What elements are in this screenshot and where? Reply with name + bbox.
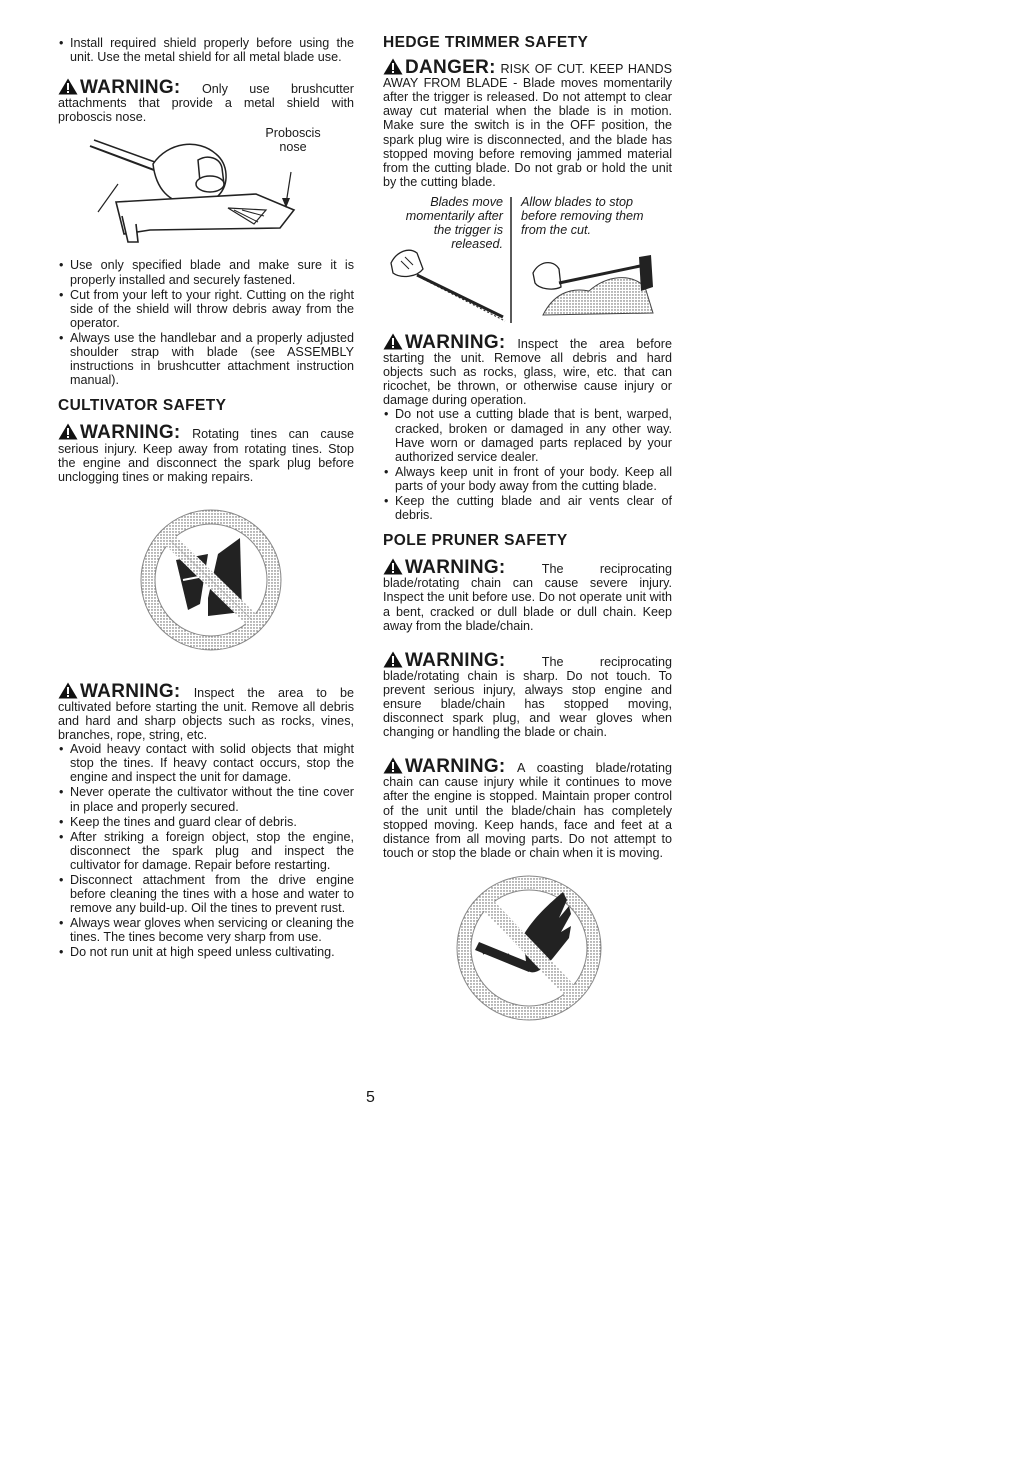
list-item: • Do not run unit at high speed unless cultivating. — [58, 945, 354, 959]
warning-triangle-icon — [58, 78, 78, 95]
left-column — [58, 36, 354, 961]
proboscis-label: Proboscis nose — [265, 126, 321, 155]
cultivator-warning — [58, 423, 354, 483]
warning-text: Rotating tines can cause serious injury. Keep away from rotating tines. Stop the engine and disconnect the spark plug before unclogging tines or making repairs. — [58, 427, 355, 484]
list-item: • Use only specified blade and make sure it is properly installed and securely fastened. — [58, 258, 354, 286]
danger-title: DANGER: — [405, 57, 496, 79]
danger-block — [383, 58, 672, 189]
warning-triangle-icon — [383, 757, 403, 774]
list-item: • Disconnect attachment from the drive engine before cleaning the tines with a hose and water to remove any build-up. Oil the tines to prevent rust. — [58, 873, 354, 915]
list-item: • Keep the tines and guard clear of debris. — [58, 815, 354, 829]
pruner-section-title: POLE PRUNER SAFETY — [383, 532, 568, 550]
list-item: • Always use the handlebar and a properly adjusted shoulder strap with blade (see ASSEMBLY instructions in brushcutter attachment instruction manual). — [58, 331, 354, 387]
page-number: 5 — [366, 1089, 375, 1106]
list-item: • Avoid heavy contact with solid objects that might stop the tines. If heavy contact occurs, stop the engine and inspect the unit for damage. — [58, 742, 354, 784]
list-item: • Never operate the cultivator without the tine cover in place and properly secured. — [58, 785, 354, 813]
cultivator-section-title: CULTIVATOR SAFETY — [58, 397, 227, 415]
no-hand-chain-icon — [383, 866, 672, 1026]
warning-title: WARNING: — [80, 77, 181, 99]
warning-title: WARNING: — [80, 680, 181, 702]
danger-triangle-icon — [383, 58, 403, 75]
warning-title: WARNING: — [405, 649, 506, 671]
warning-title: WARNING: — [80, 422, 181, 444]
intro-bullets — [58, 36, 354, 64]
pruner-warning-3 — [383, 757, 672, 860]
proboscis-figure — [58, 124, 354, 254]
no-hand-tines-icon — [58, 492, 354, 668]
pruner-prohibited-figure — [383, 866, 672, 1026]
hedge-bullets — [383, 407, 672, 522]
warning-triangle-icon — [383, 333, 403, 350]
cultivator-bullets — [58, 742, 354, 959]
danger-text: RISK OF CUT. KEEP HANDS AWAY FROM BLADE - Blade moves momentarily after the trigger is released. Do not attempt to clear away cut material when the blade is in motion. Make sure the switch is in the OFF position, the spark plug wire is disconnected, and the blade has stopped moving before removing jammed material from the cutting blade. Do not grab or hold the unit by the cutting blade. — [383, 62, 672, 189]
list-item: • Cut from your left to your right. Cutting on the right side of the shield will throw debris away from the operator. — [58, 288, 354, 330]
warning-triangle-icon — [383, 651, 403, 668]
list-item: • Keep the cutting blade and air vents clear of debris. — [383, 494, 672, 522]
hedge-warning — [383, 333, 672, 407]
warning-text: The reciprocating blade/rotating chain is sharp. Do not touch. To prevent serious injury, always stop engine and ensure blade/chain has stopped moving, disconnect spark plug, and wear gloves when changing or handling the blade or chain. — [383, 654, 672, 740]
list-item: • Always keep unit in front of your body. Keep all parts of your body away from the cutting blade. — [383, 465, 672, 493]
list-item: • Always wear gloves when servicing or cleaning the tines. The tines become very sharp from use. — [58, 916, 354, 944]
pruner-warning-1 — [383, 558, 672, 632]
hedge-section-title: HEDGE TRIMMER SAFETY — [383, 34, 589, 51]
warning-text: Inspect the area to be cultivated before starting the unit. Remove all debris and hard and sharp objects such as rocks, vines, branches, rope, string, etc. — [58, 685, 354, 743]
warning-text: Inspect the area before starting the unit. Remove all debris and hard objects such as rocks, glass, wire, etc. that can ricochet, be thrown, or otherwise cause injury or damage during operation. — [383, 336, 672, 408]
pruner-warning-2 — [383, 651, 672, 740]
list-item: • Do not use a cutting blade that is bent, warped, cracked, broken or damaged in any other way. Have worn or damaged parts replaced by your authorized service dealer. — [383, 407, 672, 463]
warning-title: WARNING: — [405, 557, 506, 579]
blade-bullets — [58, 258, 354, 387]
brushcutter-warning — [58, 78, 354, 124]
caption-allow-blades-stop: Allow blades to stop before removing them from the cut. — [521, 194, 644, 237]
warning-text: A coasting blade/rotating chain can cause injury while it continues to move after the engine is stopped. Maintain proper control of the unit until the blade/chain has completely stopped moving. Keep hands, face and feet at a distance from all moving parts. Do not attempt to touch or stop the blade or chain when it is moving. — [383, 761, 672, 860]
warning-triangle-icon — [58, 423, 78, 440]
inspect-warning — [58, 682, 354, 742]
warning-triangle-icon — [383, 558, 403, 575]
warning-title: WARNING: — [405, 331, 506, 353]
warning-title: WARNING: — [405, 756, 506, 778]
cultivator-prohibited-figure — [58, 492, 354, 668]
right-column — [383, 36, 672, 1026]
list-item: • Install required shield properly before using the unit. Use the metal shield for all metal blade use. — [58, 36, 354, 64]
caption-blades-move: Blades move momentarily after the trigger is released. — [405, 194, 503, 251]
warning-text: The reciprocating blade/rotating chain can cause severe injury. Inspect the unit before use. Do not operate unit with a bent, cracked or dull blade or dull chain. Keep away from the blade/chain. — [383, 562, 672, 633]
hedge-blade-figure — [383, 195, 672, 327]
list-item: • After striking a foreign object, stop the engine, disconnect the spark plug and inspect the cultivator for damage. Repair before restarting. — [58, 830, 354, 872]
warning-text: Only use brushcutter attachments that provide a metal shield with proboscis nose. — [58, 82, 355, 125]
warning-triangle-icon — [58, 682, 78, 699]
